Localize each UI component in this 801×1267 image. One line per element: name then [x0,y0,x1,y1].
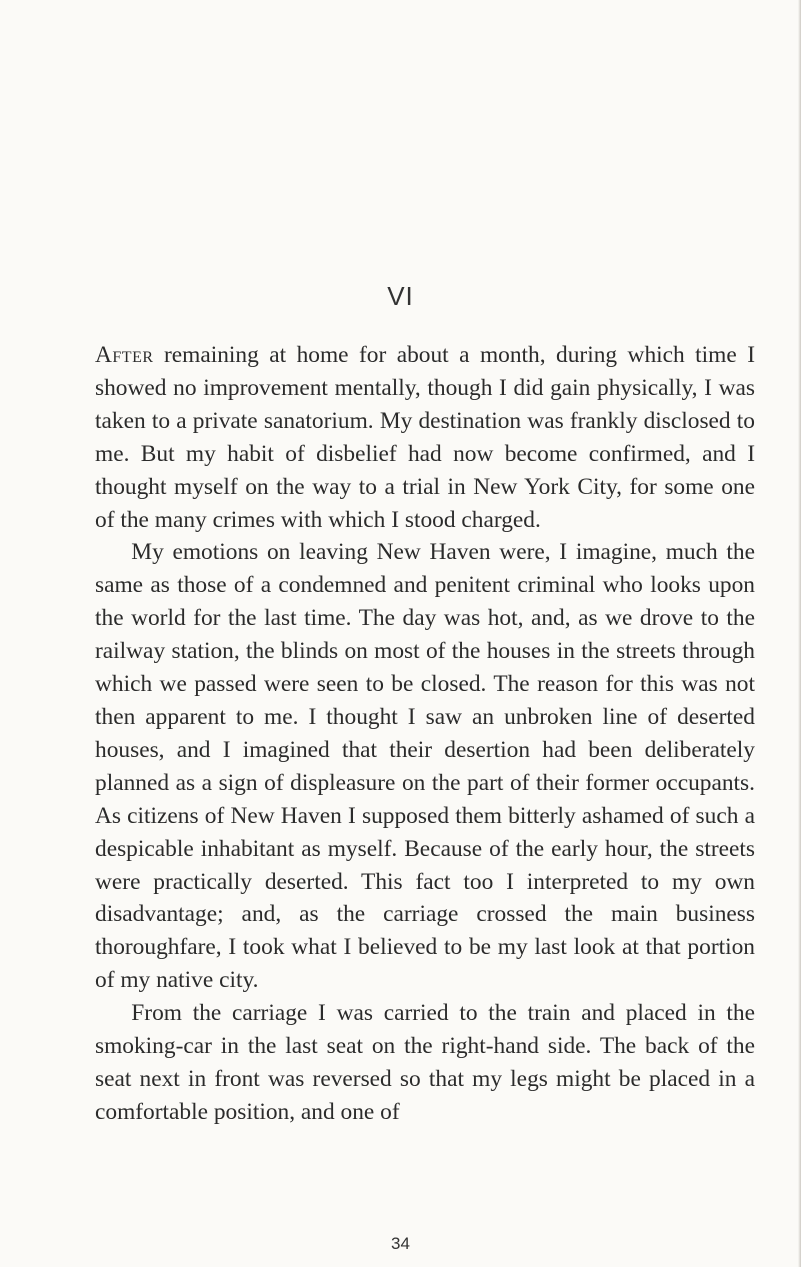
chapter-body [95,339,755,1129]
paragraph-1 [95,339,755,536]
paragraph-3: From the carriage I was carried to the train and placed in the smoking-car in the last seat on the right-hand side. The back of the seat next in front was reversed so that my legs might be placed in a comfortable position, and one of [95,1000,755,1125]
drop-word: After [95,342,154,368]
paragraph-1-text: remaining at home for about a month, during which time I showed no improvement mentally, though I did gain physically, I was taken to a private sanatorium. My destination was frankly disclosed to me. But my habit of disbelief had now become confirmed, and I thought myself on the way to a trial in New York City, for some one of the many crimes with which I stood charged. [95,342,755,533]
paragraph-2: My emotions on leaving New Haven were, I imagine, much the same as those of a condemned and penitent criminal who looks upon the world for the last time. The day was hot, and, as we drove to the railway station, the blinds on most of the houses in the streets through which we passed were seen to be closed. The reason for this was not then apparent to me. I thought I saw an unbroken line of deserted houses, and I imagined that their desertion had been deliberately planned as a sign of displeasure on the part of their former occupants. As citizens of New Haven I supposed them bitterly ashamed of such a despicable inhabitant as myself. Because of the early hour, the streets were practically deserted. This fact too I interpreted to my own disadvantage; and, as the carriage crossed the main business thoroughfare, I took what I believed to be my last look at that portion of my native city. [95,539,755,994]
chapter-heading: VI [387,281,414,311]
page-number: 34 [391,1234,410,1253]
